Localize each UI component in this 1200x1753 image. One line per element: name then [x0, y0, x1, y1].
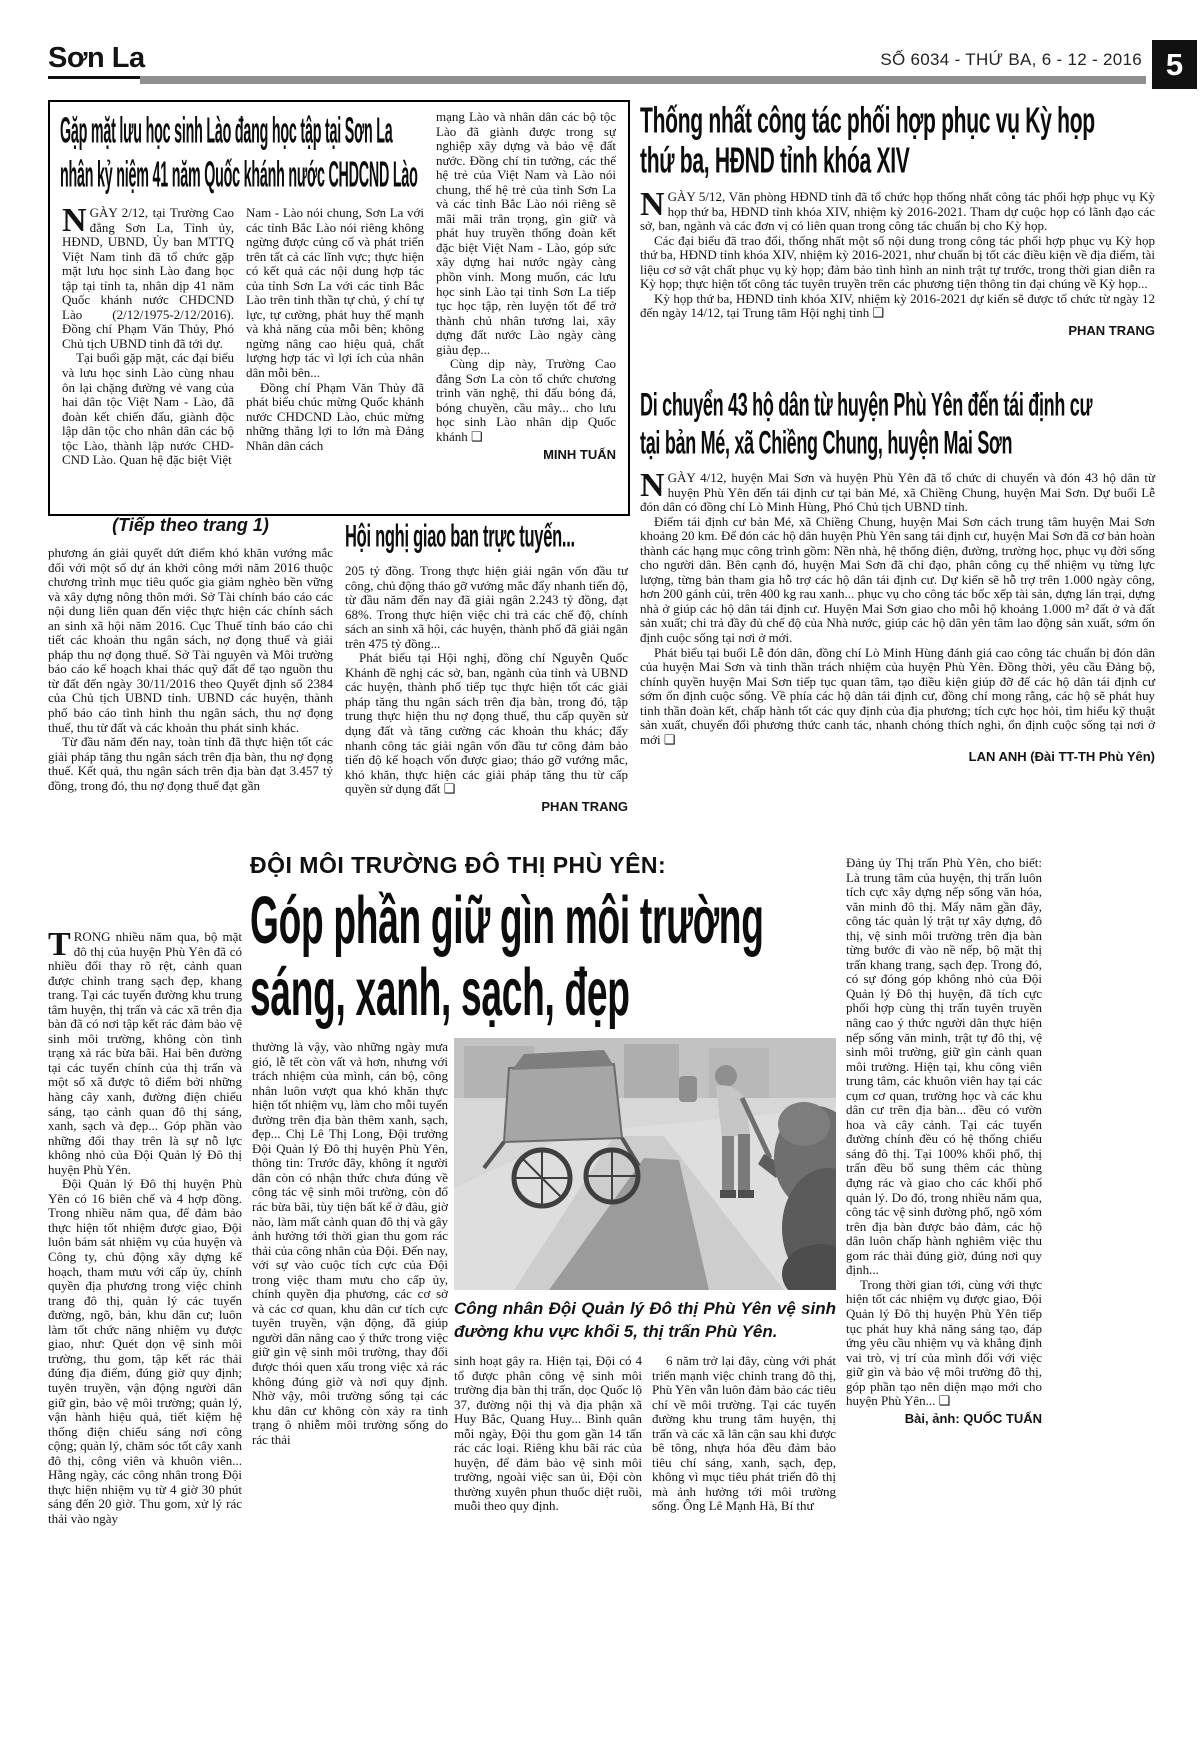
header-rule: [140, 76, 1146, 84]
feature-column: [48, 930, 242, 1544]
paragraph: Từ đầu năm đến nay, toàn tỉnh đã thực hiện tốt các giải pháp tăng thu ngân sách trên địa bàn, thu nợ đọng thuế. Kết quả, thu ngân sách trên địa bàn đạt 3.457 tỷ đồng, trong đó, thu nợ đọng thuế đạt gần: [48, 734, 333, 793]
byline: PHAN TRANG: [1068, 322, 1155, 338]
continued-from-label: (Tiếp theo trang 1): [112, 515, 269, 535]
paragraph: TRONG nhiều năm qua, bộ mặt đô thị của huyện Phù Yên đã có nhiều đổi thay rõ rệt, cảnh quan được chỉnh trang sạch đẹp, khang trang. Tại các tuyến đường khu trung tâm huyện, thị trấn và các xã trên địa bàn đã có nơi tập kết rác đảm bảo vệ sinh môi trường, không còn tình trạng xả rác bừa bãi. Hai bên đường tại các tuyến chính của thị trấn và một số xã được tô điểm bởi những hàng cây xanh, đường điện chiếu sáng, tạo cảnh quan đô thị sáng, xanh, sạch và đẹp... Góp phần vào những đổi thay trên là sự nỗ lực không nhỏ của Đội Quản lý Đô thị huyện Phù Yên.: [48, 930, 242, 1177]
page-number-badge: 5: [1152, 40, 1197, 89]
paragraph: 205 tỷ đồng. Trong thực hiện giải ngân vốn đầu tư công, chủ động tháo gỡ vướng mắc đẩy nhanh tiến độ, từ đầu năm đến nay đã giải ngân 2.243 tỷ đồng, đạt 68%. Trong thực hiện việc chi trả các chế độ, chính sách an sinh xã hội, các huyện, thành phố đã giải ngân trên 475 tỷ đồng...: [345, 564, 628, 651]
feature-photo: [454, 1038, 836, 1290]
byline: MINH TUẤN: [543, 446, 616, 462]
paragraph: Kỳ họp thứ ba, HĐND tỉnh khóa XIV, nhiệm kỳ 2016-2021 dự kiến sẽ được tổ chức từ ngày 12 đến ngày 14/12, tại Trung tâm Hội nghị tỉnh ❑: [640, 290, 1155, 321]
paragraph: Phát biểu tại Hội nghị, đồng chí Nguyễn Quốc Khánh đề nghị các sở, ban, ngành của tỉnh và UBND các huyện, thành phố tiếp tục thực hiện tốt các giải pháp tăng thu ngân sách trên địa bàn, trong đó, tập trung thực hiện thu nợ đọng thuế, thu cấp quyền sử dụng đất và tăng cường các khoản thu khác; đẩy nhanh công tác giải ngân vốn đầu tư công đảm bảo tiến độ kế hoạch vốn được giao; tháo gỡ vướng mắc, khó khăn, thực hiện các giải pháp tăng thu từ cấp quyền sử dụng đất ❑: [345, 650, 628, 797]
article-title: [60, 108, 440, 196]
paragraph: NGÀY 2/12, tại Trường Cao đẳng Sơn La, Tỉnh ủy, HĐND, UBND, Ủy ban MTTQ Việt Nam tỉnh đã tổ chức gặp mặt lưu học sinh Lào đang học tập tại tỉnh ta, nhân dịp 41 năm Quốc khánh nước CHDCND Lào (2/12/1975-2/12/2016). Đồng chí Phạm Văn Thủy, Phó Chủ tịch UBND tỉnh đã tới dự.: [62, 206, 234, 351]
article-column: [436, 110, 616, 504]
title-line-1: Thống nhất công tác phối hợp phục vụ Kỳ họp: [640, 101, 1095, 141]
paragraph: Đồng chí Phạm Văn Thủy đã phát biểu chúc mừng Quốc khánh nước CHDCND Lào, chúc mừng những thắng lợi to lớn mà Đảng Nhân dân cách: [246, 379, 424, 453]
feature-column: [652, 1354, 836, 1574]
byline: PHAN TRANG: [541, 798, 628, 814]
paragraph: mạng Lào và nhân dân các bộ tộc Lào đã giành được trong sự nghiệp xây dựng và bảo vệ đất nước. Đồng chí tin tưởng, các thế hệ trẻ của Việt Nam và Lào nói chung, thế hệ trẻ của tỉnh Sơn La và các tỉnh Bắc Lào nói riêng sẽ mãi mãi trân trọng, gìn giữ và phát huy truyền thống đoàn kết đặc biệt Việt Nam - Lào, góp sức xây dựng hai nước ngày càng phồn vinh. Mong muốn, các lưu học sinh Lào tại tỉnh Sơn La tiếp tục học tập, rèn luyện tốt để trở thành chủ nhân tương lai, xây dựng đất nước Lào ngày càng giàu đẹp...: [436, 110, 616, 357]
article-hoinghi-title: [345, 516, 630, 556]
feature-column: [252, 1040, 448, 1585]
title-line-2: nhân kỷ niệm 41 năm Quốc khánh nước CHDCND Lào: [60, 155, 418, 196]
paragraph: Đảng ủy Thị trấn Phù Yên, cho biết: Là trung tâm của huyện, thị trấn luôn tích cực xây dựng nếp sống văn hóa, văn minh đô thị. Mấy năm gần đây, công tác quản lý trật tự xây dựng, đô thị, vệ sinh môi trường trên địa bàn từng bước đi vào nề nếp, bộ mặt thị trấn khang trang, sạch đẹp. Trong đó, có sự đóng góp không nhỏ của Đội Quản lý Đô thị huyện, đã tích cực phối hợp cùng thị trấn tuyên truyền nâng cao ý thức người dân thực hiện nếp sống văn minh, trật tự đô thị, vệ sinh môi trường, giữ gìn cảnh quan môi trường. Hiện tại, khu công viên trung tâm, các khuôn viên hay tại các cụm cơ quan, trường học và các khu dân cư trên địa bàn... đều có vườn hoa và cây cảnh. Tại các tuyến đường chính đều có hệ thống chiếu sáng đô thị. Tại 100% khối phố, thị trấn đều bổ sung thêm các thùng đựng rác và giao cho các khối phố quản lý. Do đó, trong nhiều năm qua, công tác vệ sinh đường phố, ngõ xóm trên địa bàn được bảo đảm, các hộ dân luôn chấp hành nghiêm việc thu gom rác thải đúng giờ, đúng nơi quy định...: [846, 855, 1042, 1278]
paragraph: Đội Quản lý Đô thị huyện Phù Yên có 16 biên chế và 4 hợp đồng. Trong nhiều năm qua, để đảm bảo thực hiện tốt nhiệm được giao, Đội luôn bám sát nhiệm vụ của huyện và Công ty, chủ động xây dựng kế hoạch, tham mưu với cấp ủy, chính quyền địa phương trong việc chỉnh trang đô thị, quản lý các tuyến đường, ngõ, bản, khu dân cư; luôn làm tốt chức năng nhiệm vụ được giao, như: Quét dọn vệ sinh môi trường, thu gom, tập kết rác thải đúng địa điểm, đúng giờ quy định; tuyên truyền, vận động người dân giữ gìn, bảo vệ môi trường; quản lý, vận hành hiệu quả, tiết kiệm hệ thống điện chiếu sáng nơi công cộng; quản lý, chăm sóc tốt cây xanh đô thị, công viên và khuôn viên... Hằng ngày, các công nhân trong Đội thực hiện nhiệm vụ từ 4 giờ 30 phút sáng đến 20 giờ. Thu gom, xử lý rác thải vào ngày: [48, 1176, 242, 1526]
article-column: [246, 206, 424, 506]
photo-caption: Công nhân Đội Quản lý Đô thị Phù Yên vệ sinh đường khu vực khối 5, thị trấn Phù Yên.: [454, 1299, 836, 1341]
paragraph: Phát biểu tại buổi Lễ đón dân, đồng chí Lò Minh Hùng đánh giá cao công tác chuẩn bị đón dân của huyện Mai Sơn và tinh thần trách nhiệm của huyện Phù Yên. Đồng thời, yêu cầu Đảng bộ, chính quyền huyện Mai Sơn tiếp tục quan tâm, tạo điều kiện giúp đỡ để các hộ dân tái định cư sớm ổn định cuộc sống. Về phía các hộ dân tái định cư, đồng chí mong rằng, các hộ sẽ phát huy tinh thần đoàn kết, chấp hành tốt các quy định của địa phương; tích cực học hỏi, tìm hiểu kỹ thuật sản xuất, chuyển đổi phương thức canh tác, nhanh chóng thích nghi, ổn định cuộc sống tại nơi ở mới ❑: [640, 644, 1155, 747]
byline: Bài, ảnh: QUỐC TUẤN: [904, 1410, 1042, 1426]
dropcap: N: [640, 467, 665, 504]
dropcap: T: [48, 930, 71, 963]
article-kicker: ĐỘI MÔI TRƯỜNG ĐÔ THỊ PHÙ YÊN:: [250, 852, 667, 878]
paragraph: Các đại biểu đã trao đổi, thống nhất một số nội dung trong công tác phối hợp phục vụ Kỳ họp thứ ba, HĐND tỉnh khóa XIV, nhiệm kỳ 2016-2021, như chuẩn bị tốt các điều kiện về địa điểm, tài liệu cơ sở vật chất phục vụ kỳ họp; đảm bảo tình hình an ninh trật tự trước, trong thời gian diễn ra Kỳ họp; thực hiện tốt công tác tuyên truyền trên các phương tiện thông tin đại chúng về Kỳ họp...: [640, 232, 1155, 292]
paragraph: Cùng dịp này, Trường Cao đẳng Sơn La còn tổ chức chương trình văn nghệ, thi đấu bóng đá, bóng chuyền, cầu mây... cho lưu học sinh Lào nhân dịp Quốc khánh ❑: [436, 356, 616, 445]
article-headline: [250, 882, 830, 1030]
paragraph: Tại buổi gặp mặt, các đại biểu và lưu học sinh Lào cùng nhau ôn lại chặng đường vẻ vang của hai dân tộc Việt Nam - Lào, đã đoàn kết chiến đấu, giành độc lập dân tộc cho nhân dân các bộ tộc Lào, thành lập nước CHD-CND Lào. Quan hệ đặc biệt Việt: [62, 350, 234, 468]
title-line-1: Di chuyển 43 hộ dân từ huyện Phù Yên đến tái định cư: [640, 386, 1093, 423]
paragraph: sinh hoạt gây ra. Hiện tại, Đội có 4 tổ được phân công vệ sinh môi trường địa bàn thị trấn, dọc Quốc lộ 37, đường nội thị và địa phận xã Huy Bắc, Quang Huy... Bình quân mỗi ngày, Đội thu gom gần 14 tấn rác các loại. Riêng khu bãi rác của huyện, để đảm bảo vệ sinh môi trường, ngoài việc san ủi, Đội còn thường xuyên phun thuốc diệt ruồi, muỗi theo quy định.: [454, 1354, 642, 1514]
title-line-2: thứ ba, HĐND tỉnh khóa XIV: [640, 141, 910, 181]
article-hoinghi-column: [345, 564, 628, 846]
article-body: [640, 186, 1155, 338]
paragraph: NGÀY 5/12, Văn phòng HĐND tỉnh đã tổ chức họp thống nhất công tác phối hợp phục vụ Kỳ họp thứ ba, HĐND tỉnh khóa XIV, nhiệm kỳ 2016-2021. Tham dự cuộc họp có lãnh đạo các sở, ban, ngành và các đơn vị có liên quan trong công tác chuẩn bị cho Kỳ họp.: [640, 186, 1155, 234]
byline: LAN ANH (Đài TT-TH Phù Yên): [968, 749, 1155, 765]
feature-column: [846, 856, 1042, 1426]
article-body: [640, 467, 1155, 765]
paragraph: thường là vậy, vào những ngày mưa gió, lễ tết còn vất vả hơn, nhưng với trách nhiệm của mình, cán bộ, công nhân luôn vượt qua khó khăn thực hiện tốt nhiệm vụ, làm cho mỗi tuyến đường trên địa bàn thêm xanh, sạch, đẹp... Chị Lê Thị Long, Đội trưởng Đội Quản lý Đô thị huyện Phù Yên, thông tin: Trước đây, không ít người dân còn có nhận thức chưa đúng về công tác vệ sinh môi trường, còn đổ rác bừa bãi, tùy tiện bất kể ở đâu, giờ nào, làm mất cảnh quan đô thị và gây ảnh hưởng tới thời gian thu gom rác thải của công nhân của Đội. Đến nay, với sự vào cuộc tích cực của Đội trong việc tham mưu cho cấp ủy, chính quyền địa phương, các cơ sở và các cơ quan, khu dân cư tích cực tuyên truyền, vận động, đã giúp người dân nâng cao ý thức trong việc giữ gìn vệ sinh môi trường, thay đổi được thói quen xấu trong việc xả rác không đúng giờ và nơi quy định. Nhờ vậy, môi trường sống tại các khu dân cư không còn xảy ra tình trạng ô nhiễm môi trường sống do rác thải: [252, 1040, 448, 1447]
article-laos-students: [48, 100, 630, 516]
paragraph: NGÀY 4/12, huyện Mai Sơn và huyện Phù Yên đã tổ chức di chuyển và đón 43 hộ dân từ huyện Phù Yên đến tái định cư tại bản Mé, xã Chiềng Chung, huyện Mai Sơn. Dự buổi Lễ đón dân có đồng chí Lò Minh Hùng, Phó Chủ tịch UBND tỉnh.: [640, 467, 1155, 515]
street-scene-photo: [454, 1038, 836, 1290]
title-line-1: Hội nghị giao ban trực tuyến...: [345, 519, 575, 554]
article-kyhop: [640, 100, 1155, 338]
masthead-logo: Sơn La: [48, 42, 145, 79]
paragraph: Điểm tái định cư bản Mé, xã Chiềng Chung, huyện Mai Sơn cách trung tâm huyện Mai Sơn khoảng 20 km. Để đón các hộ dân huyện Phù Yên sang tái định cư, huyện Mai Sơn đã cơ bản hoàn thành các hạng mục công trình gồm: Nền nhà, hệ thống điện, đường, trường học, phục vụ đời sống cho người dân. Bên cạnh đó, huyện Mai Sơn đã chỉ đạo, phân công cụ thể nhiệm vụ từng lực lượng, từng bản tham gia hỗ trợ các hộ dân tái định cư. Dự kiến sẽ hỗ trợ trên 1.000 ngày công, hơn 200 gánh củi, trên 400 kg rau xanh... phục vụ cho công tác bốc xếp tài sản, dựng lán trại, dựng nhà ở giúp các hộ dân tái định cư. Huyện Mai Sơn giao cho mỗi hộ khoảng 1.000 m² đất ở và đất sản xuất; chi trả đầy đủ chế độ của Nhà nước, giúp các hộ dân yên tâm lao động sản xuất, sớm ổn định cuộc sống tại nơi ở mới.: [640, 513, 1155, 646]
title-line-2: tại bản Mé, xã Chiềng Chung, huyện Mai Sơn: [640, 424, 1013, 461]
feature-column: [454, 1354, 642, 1574]
paragraph: Trong thời gian tới, cùng với thực hiện tốt các nhiệm vụ được giao, Đội Quản lý Đô thị huyện Phù Yên tiếp tục phát huy khả năng sáng tạo, đáp ứng yêu cầu nhiệm vụ và khẳng định vai trò, vị trí của mình đối với việc giữ gìn và bảo vệ môi trường đô thị, góp phần tạo nên diện mạo mới cho huyện Phù Yên... ❑: [846, 1276, 1042, 1409]
title-line-1: Gặp mặt lưu học sinh Lào đang học tập tại Sơn La: [60, 111, 393, 152]
paragraph: Nam - Lào nói chung, Sơn La với các tỉnh Bắc Lào nói riêng không ngừng được củng cố và phát triển trên tất cả các lĩnh vực; thực hiện có kết quả các nội dung hợp tác của tỉnh Sơn La với các tỉnh Bắc Lào trên tinh thần tự chủ, ý chí tự lực, tự cường, phát huy thế mạnh và khả năng của mỗi bên; không ngừng nâng cao hiệu quả, chất lượng hợp tác vì lợi ích của nhân dân mỗi bên...: [246, 206, 424, 381]
dropcap: N: [640, 186, 665, 223]
issue-info: SỐ 6034 - THỨ BA, 6 - 12 - 2016: [880, 50, 1142, 69]
dropcap: N: [62, 206, 87, 239]
paragraph: 6 năm trở lại đây, cùng với phát triển mạnh việc chỉnh trang đô thị, Phù Yên vẫn luôn đảm bảo các tiêu chí về môi trường. Tại các tuyến đường khu trung tâm huyện, thị trấn và các xã lân cận sau khi được bê tông, nhựa hóa đều đảm bảo tiêu chí sáng, xanh, sạch, đẹp, không vì mục tiêu phát triển đô thị mà ảnh hưởng tới môi trường sống. Ông Lê Mạnh Hà, Bí thư: [652, 1354, 836, 1514]
paragraph: phương án giải quyết dứt điểm khó khăn vướng mắc đối với một số dự án khởi công mới năm 2016 thuộc chương trình mục tiêu quốc gia giảm nghèo bền vững và xây dựng nông thôn mới. Sở Tài chính báo cáo các nội dung liên quan đến việc thực hiện các chính sách an sinh xã hội năm 2016. Cục Thuế tỉnh báo cáo chi tiết các khoản thu ngân sách, nợ đọng thuế và giải pháp thu nợ đọng thuế. Sở Tài nguyên và Môi trường báo cáo kế hoạch khai thác quỹ đất để tạo nguồn thu từ đất đến ngày 30/11/2016 theo Quyết định số 2384 của Chủ tịch UBND tỉnh. UBND các huyện, thành phố báo cáo tình hình thu ngân sách, thu nợ đọng thuế, thu từ đất và các khoản thu phát sinh khác.: [48, 546, 333, 735]
headline-line-2: sáng, xanh, sạch, đẹp: [250, 954, 630, 1030]
article-taidinhcu: [640, 385, 1155, 765]
headline-line-1: Góp phần giữ gìn môi trường: [250, 882, 764, 958]
article-column: [62, 206, 234, 506]
